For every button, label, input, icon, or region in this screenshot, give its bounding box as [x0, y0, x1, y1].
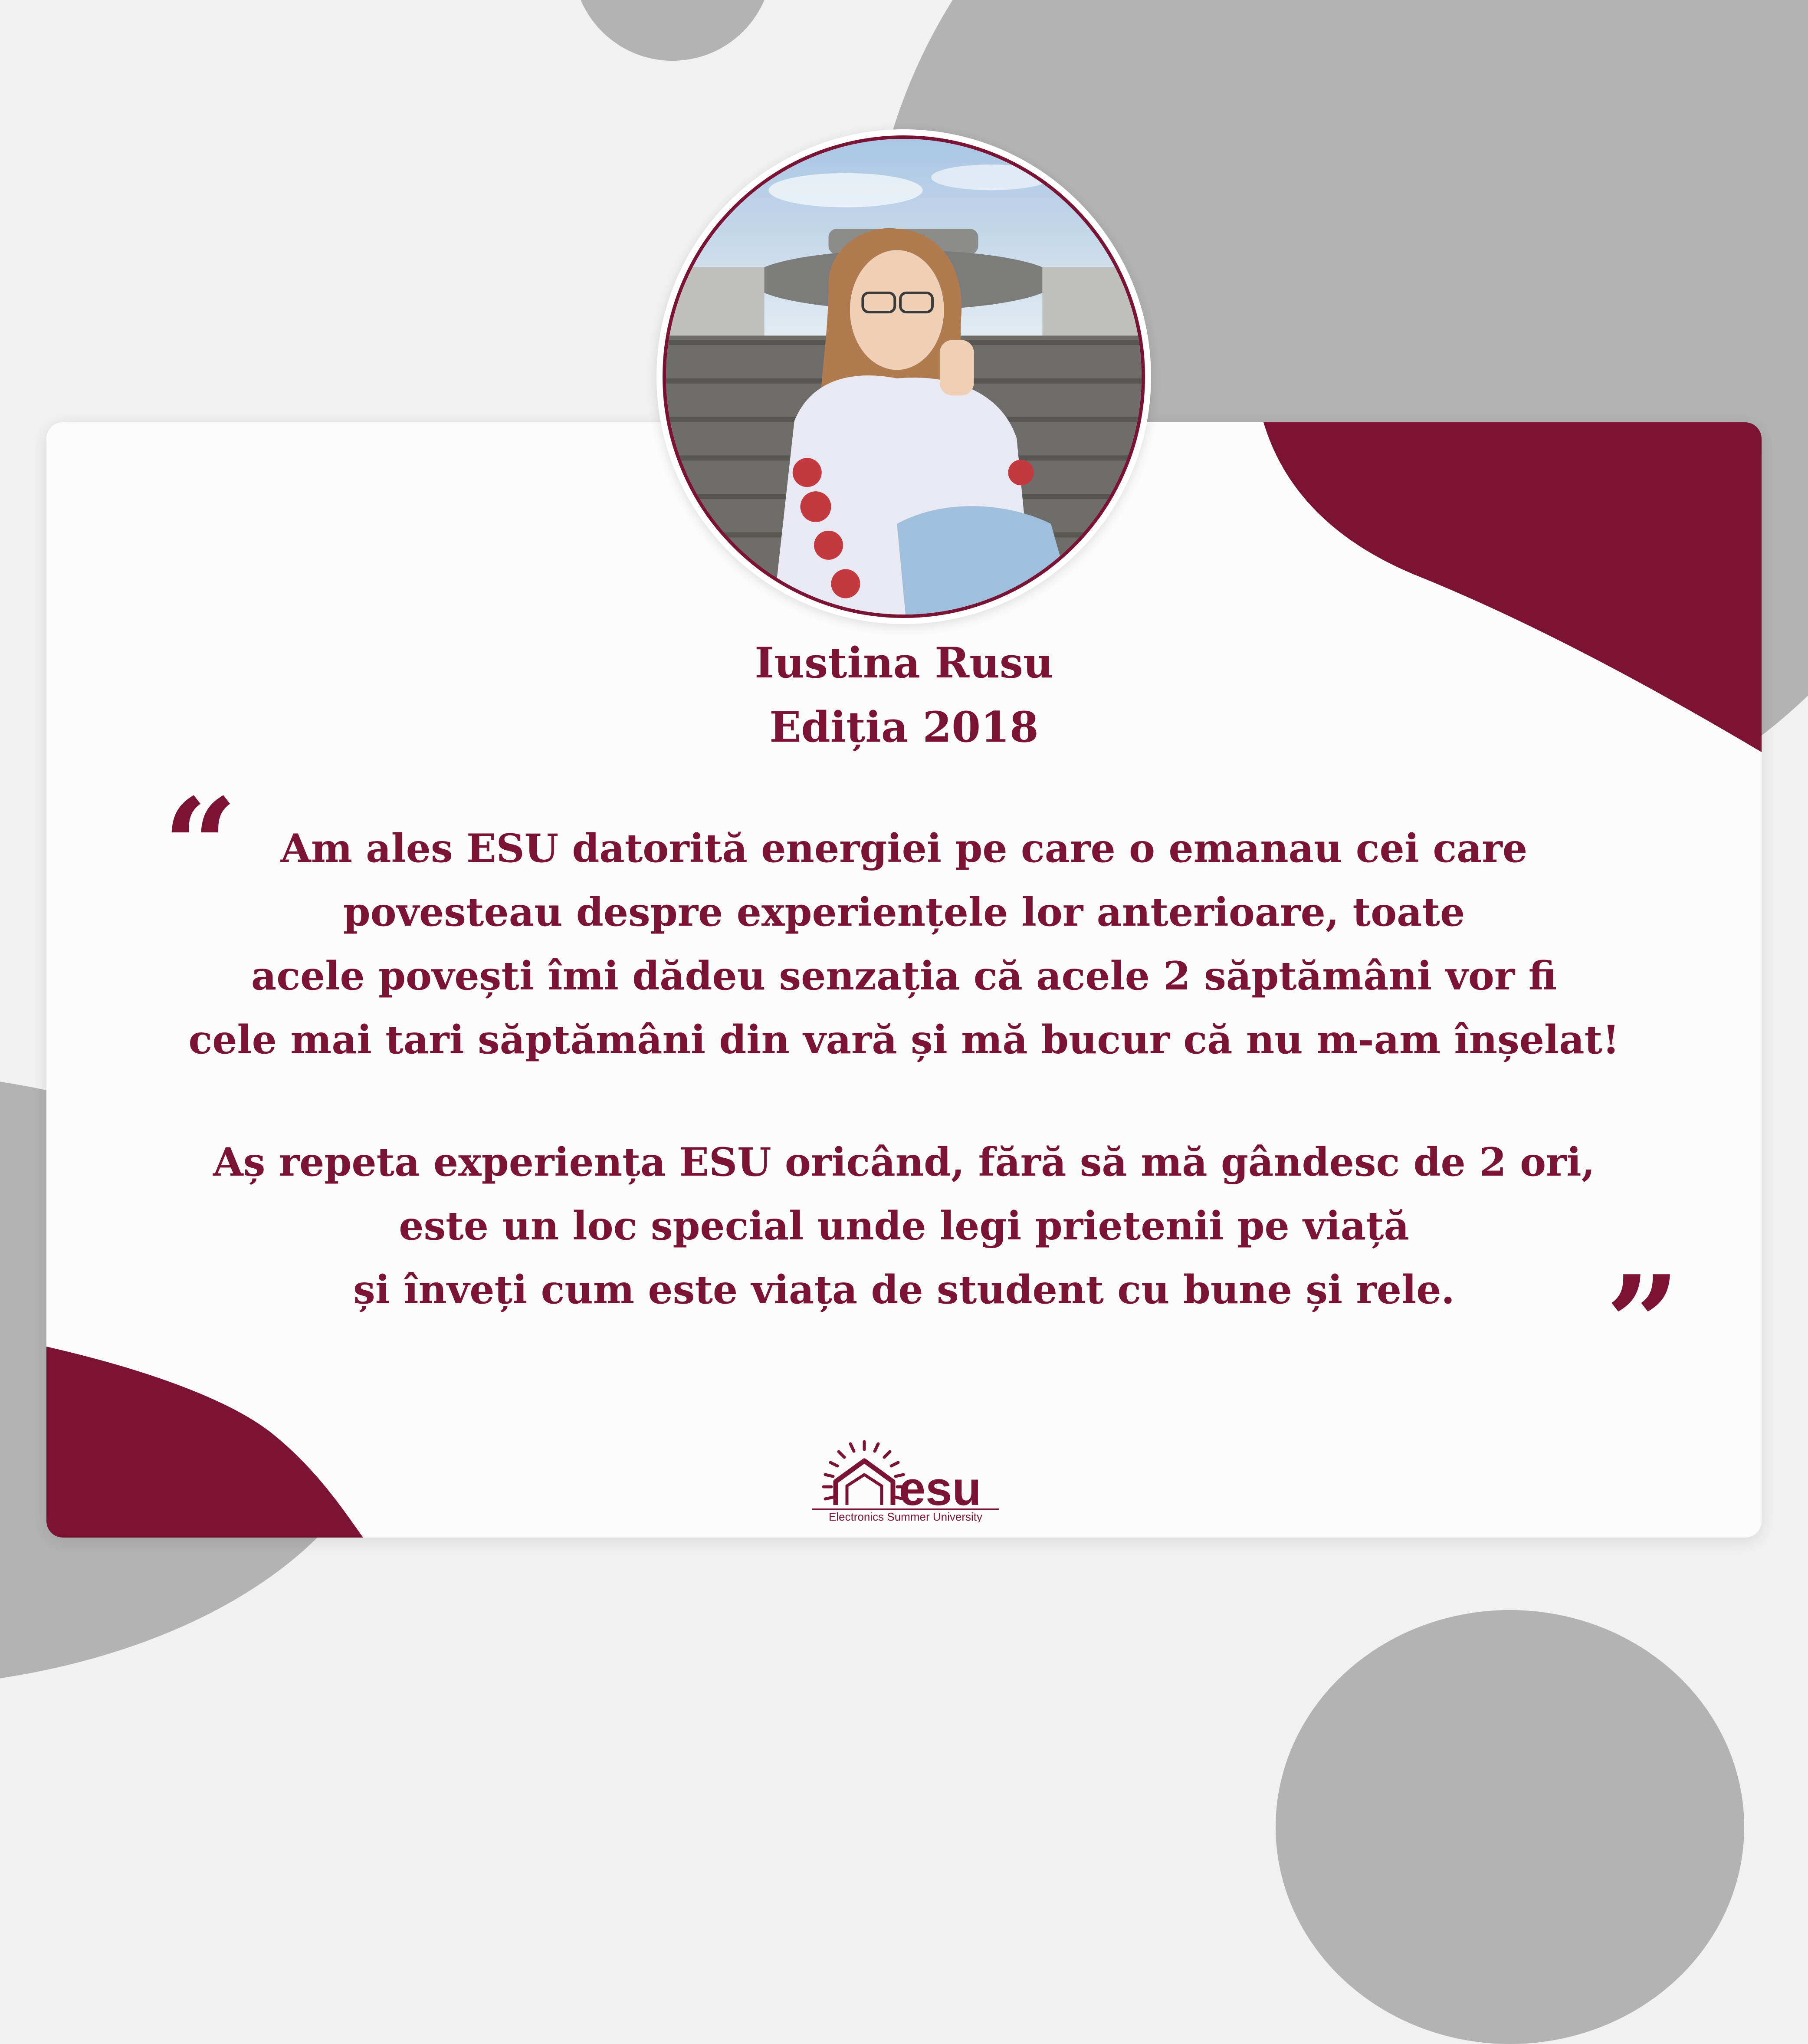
decor-circle-bottom-right — [1276, 1610, 1744, 2044]
edition-label: Ediția 2018 — [769, 703, 1039, 752]
person-name: Iustina Rusu — [755, 638, 1053, 687]
logo-tagline: Electronics Summer University — [829, 1510, 982, 1522]
esu-logo-graphic — [812, 1440, 999, 1522]
quote-line: și înveți cum este viața de student cu bune și rele. — [353, 1267, 1455, 1313]
card-wave-bottom-left — [46, 1347, 363, 1538]
close-quote-icon: ” — [1605, 1247, 1680, 1400]
avatar — [663, 135, 1145, 618]
decor-circle-top — [573, 0, 772, 61]
quote-line: Am ales ESU datorită energiei pe care o emanau cei care — [280, 825, 1528, 871]
open-quote-icon: “ — [163, 769, 238, 923]
quote-line: cele mai tari săptămâni din vară și mă bucur că nu m-am înșelat! — [188, 1017, 1620, 1063]
logo-house-icon — [836, 1461, 893, 1505]
card-wave-top-right — [1263, 422, 1762, 752]
portrait-photo — [666, 139, 1142, 615]
quote-line: Aș repeta experiența ESU oricând, fără să mă gândesc de 2 ori, — [213, 1139, 1595, 1185]
quote-line: este un loc special unde legi prietenii pe viață — [399, 1203, 1409, 1249]
quote-line: acele povești îmi dădeu senzația că acele 2 săptămâni vor fi — [251, 953, 1557, 999]
logo-wordmark: esu — [899, 1462, 981, 1515]
esu-logo — [812, 1440, 999, 1522]
quote-line: povesteau despre experiențele lor anterioare, toate — [343, 889, 1465, 935]
